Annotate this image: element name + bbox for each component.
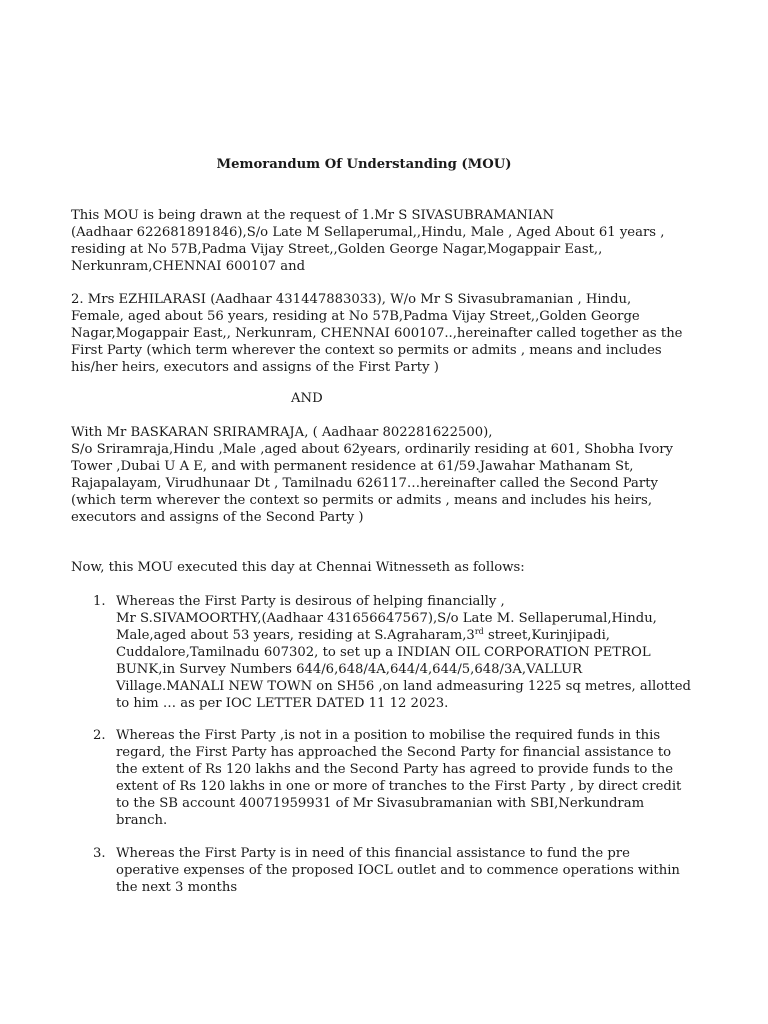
intro-line: This MOU is being drawn at the request of 1.Mr S SIVASUBRAMANIAN — [71, 208, 555, 223]
party2-line: Female, aged about 56 years, residing at No 57B,Padma Vijay Street,,Golden George — [71, 309, 640, 324]
clause-number: 3. — [93, 846, 106, 861]
and-separator: AND — [291, 391, 323, 406]
clause-line: branch. — [116, 813, 168, 828]
clause-number: 1. — [93, 594, 106, 609]
party2-line: Nagar,Mogappair East,, Nerkunram, CHENNAI 600107..,hereinafter called together as the — [71, 326, 683, 341]
party2-line: 2. Mrs EZHILARASI (Aadhaar 431447883033), W/o Mr S Sivasubramanian , Hindu, — [71, 292, 632, 307]
second-party-line: Rajapalayam, Virudhunaar Dt , Tamilnadu 626117…hereinafter called the Second Party — [71, 476, 658, 491]
intro-line: residing at No 57B,Padma Vijay Street,,Golden George Nagar,Mogappair East,, — [71, 242, 603, 257]
ordinal-superscript: rd — [474, 627, 484, 636]
clause-line: Mr S.SIVAMOORTHY,(Aadhaar 431656647567),S/o Late M. Sellaperumal,Hindu, — [116, 611, 657, 626]
clause-number: 2. — [93, 728, 106, 743]
clause-line: regard, the First Party has approached the Second Party for financial assistance to — [116, 745, 672, 760]
clause-line: Whereas the First Party is desirous of helping financially , — [116, 594, 505, 609]
clause-line: to the SB account 40071959931 of Mr Sivasubramanian with SBI,Nerkundram — [116, 796, 645, 811]
clause-line: Whereas the First Party ,is not in a position to mobilise the required funds in this — [116, 728, 661, 743]
clause-line: to him … as per IOC LETTER DATED 11 12 2023. — [116, 696, 449, 711]
clause-line-text: street,Kurinjipadi, — [483, 628, 610, 643]
clause-line: the next 3 months — [116, 880, 238, 895]
clause-line: the extent of Rs 120 lakhs and the Second Party has agreed to provide funds to the — [116, 762, 674, 777]
clause-line: Cuddalore,Tamilnadu 607302, to set up a INDIAN OIL CORPORATION PETROL — [116, 645, 651, 660]
second-party-line: S/o Sriramraja,Hindu ,Male ,aged about 62years, ordinarily residing at 601, Shobha Ivory — [71, 442, 674, 457]
clause-line-text: Male,aged about 53 years, residing at S.Agraharam,3 — [116, 628, 475, 643]
clause-line: BUNK,in Survey Numbers 644/6,648/4A,644/4,644/5,648/3A,VALLUR — [116, 662, 583, 677]
clause-line: extent of Rs 120 lakhs in one or more of tranches to the First Party , by direct credit — [116, 779, 682, 794]
clause-line: operative expenses of the proposed IOCL outlet and to commence operations within — [116, 863, 680, 878]
second-party-line: (which term wherever the context so permits or admits , means and includes his heirs, — [71, 493, 653, 508]
intro-line: Nerkunram,CHENNAI 600107 and — [71, 259, 306, 274]
second-party-line: With Mr BASKARAN SRIRAMRAJA, ( Aadhaar 802281622500), — [71, 425, 493, 440]
intro-line: (Aadhaar 622681891846),S/o Late M Sellaperumal,,Hindu, Male , Aged About 61 years , — [71, 225, 665, 240]
clause-line: Whereas the First Party is in need of this financial assistance to fund the pre — [116, 846, 630, 861]
second-party-line: executors and assigns of the Second Party ) — [71, 510, 364, 525]
witness-line: Now, this MOU executed this day at Chennai Witnesseth as follows: — [71, 560, 525, 575]
clause-line — [116, 627, 610, 644]
party2-line: First Party (which term wherever the context so permits or admits , means and includes — [71, 343, 662, 358]
second-party-line: Tower ,Dubai U A E, and with permanent residence at 61/59.Jawahar Mathanam St, — [71, 459, 634, 474]
document-title: Memorandum Of Understanding (MOU) — [216, 157, 512, 172]
clause-line: Village.MANALI NEW TOWN on SH56 ,on land admeasuring 1225 sq metres, allotted — [116, 679, 691, 694]
party2-line: his/her heirs, executors and assigns of the First Party ) — [71, 360, 439, 375]
